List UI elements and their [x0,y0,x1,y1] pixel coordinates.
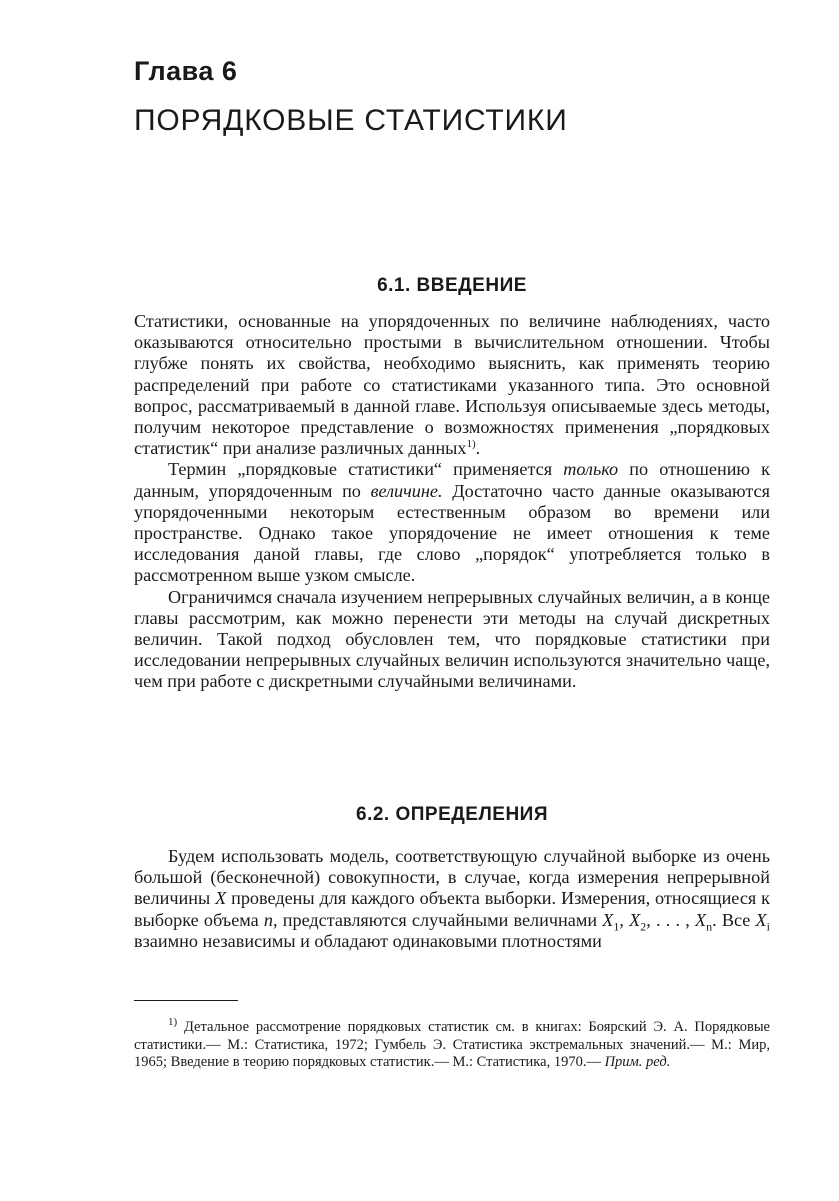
paragraph: Ограничимся сначала изучением непрерывных случайных величин, а в конце главы рассмотрим, как можно перенести эти методы на случай дискретных величин. Такой подход обусловлен тем, что порядковые статистики при исследовании непрерывных случайных величин используются значительно чаще, чем при работе с дискретными случайными величинами. [134,586,770,692]
math-variable: X [755,909,767,930]
math-variable: X [629,909,641,930]
chapter-label: Глава 6 [134,56,238,86]
editor-note: Прим. ред. [604,1054,671,1070]
paragraph-text: . Все [712,909,756,930]
paragraph [134,846,770,952]
paragraph-text: Будем использовать модель, соответствующую случайной выборке из очень большой (бесконечной) совокупности, в случае, когда измерения непрерывной величины [134,846,770,909]
paragraph-text: Термин „порядковые статистики“ применяется [168,459,564,480]
paragraph-text: , представляются случайными величнами [273,909,603,930]
emphasis-text: величине. [370,480,443,501]
section-heading-definitions: 6.2. ОПРЕДЕЛЕНИЯ [356,804,548,825]
math-variable: X [694,909,707,930]
math-subscript: 2 [640,919,647,934]
emphasis-text: только [563,459,619,480]
footnote [134,1016,770,1072]
paragraph-text: по отношению к данным, упорядоченным по [134,459,770,501]
section-definitions-body [134,846,770,952]
paragraph-text: . [475,438,481,459]
paragraph-text: Статистики, основанные на упорядоченных по величине наблюдениях, часто оказываются относительно простыми в вычислительном отношении. Чтобы глубже понять их свойства, необходимо выяснить, как применять теорию распределений при работе со статистиками указанного типа. Это основной вопрос, рассматриваемый в данной главе. Используя описываемые здесь методы, получим некоторое представление о возможностях применения „порядковых статистик“ при анализе различных данных [134,311,770,459]
section-heading-introduction: 6.1. ВВЕДЕНИЕ [377,275,527,296]
footnote-text: Детальное рассмотрение порядковых статистик см. в книгах: Боярский Э. А. Порядковые статистики.— М.: Статистика, 1972; Гумбель Э. Статистика экстремальных значений.— М.: Мир, 1965; Введение в теорию порядковых статистик.— М.: Статистика, 1970.— [134,1019,770,1070]
math-variable: n [263,909,274,930]
chapter-title: ПОРЯДКОВЫЕ СТАТИСТИКИ [134,104,568,137]
paragraph [134,311,770,459]
paragraph-text: , [619,909,630,930]
math-subscript: n [706,919,713,934]
paragraph-text: проведены для каждого объекта выборки. Измерения, относящиеся к выборке объема [134,888,770,930]
paragraph-text: , . . . , [646,909,695,930]
paragraph-text: Достаточно часто данные оказываются упорядоченными некоторым естественным образом во времени или пространстве. Однако такое упорядочение не имеет отношения к теме исследования даной главы, где слово „порядок“ употребляется только в рассмотренном выше узком смысле. [134,480,770,586]
paragraph-text: взаимно независимы и обладают одинаковыми плотностями [134,930,602,951]
footnote-reference: 1) [466,438,476,451]
footnote-marker: 1) [168,1016,178,1029]
section-introduction-body [134,311,770,693]
paragraph [134,459,770,586]
math-subscript: 1 [613,919,620,934]
math-subscript: i [766,919,771,934]
math-variable: X [215,888,227,909]
math-variable: X [602,909,614,930]
footnote-divider [134,1000,238,1001]
